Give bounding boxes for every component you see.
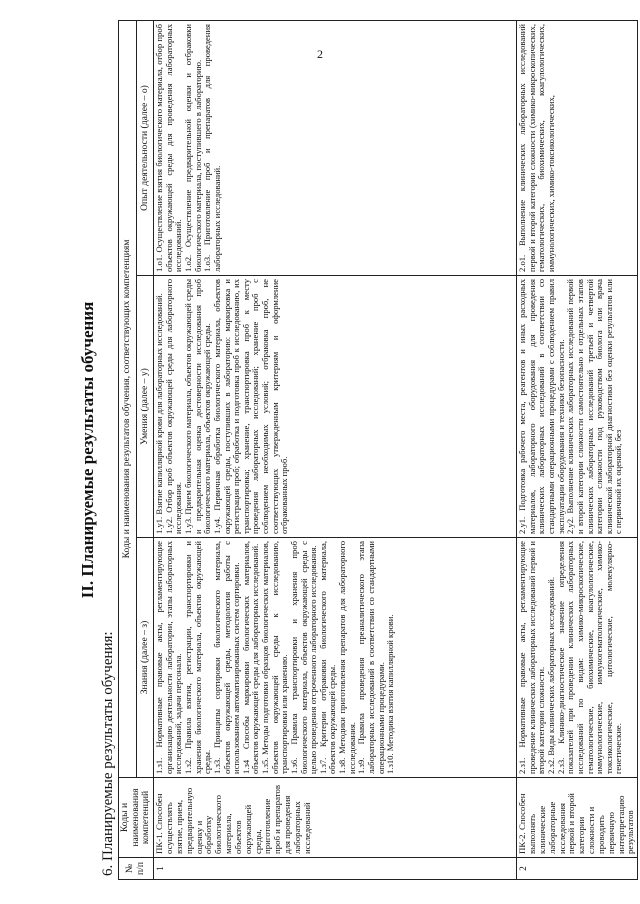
header-skills: Умения (далее – у) bbox=[136, 276, 154, 538]
skill-item: 1.у2. Отбор проб объектов окружающей среды для лабораторного исследования. bbox=[163, 279, 184, 534]
knowledge-item: 1.з6. Правила транспортировки и хранения проб биологического материала, объектов окружающей среды с целью проведения отсроченного лабораторного исследования. bbox=[288, 541, 319, 774]
knowledge-item: 1.з5. Методы подготовки образцов биологических материалов, объектов окружающей среды к исследованию, транспортировки или хранению. bbox=[260, 541, 290, 774]
header-experience: Опыт деятельности (далее – о) bbox=[136, 21, 154, 276]
knowledge-item: 1.з2. Правила взятия, регистрации, транспортировки и хранения биологического материала, объектов окружающей среды. bbox=[183, 541, 213, 774]
skill-item: 1.у1. Взятие капиллярной крови для лабораторных исследований. bbox=[154, 293, 165, 534]
page-number: 2 bbox=[317, 47, 323, 61]
experience-item: 1.о2. Осуществление предварительной оценки и отбраковки биологического материала, поступившего в лабораторию. bbox=[183, 24, 203, 272]
experience-cell bbox=[154, 21, 517, 276]
learning-outcomes-table bbox=[118, 20, 638, 880]
row-number: 1 bbox=[154, 858, 517, 880]
subsection-title: 6. Планируемые результаты обучения: bbox=[100, 631, 116, 876]
knowledge-item: 1.з10. Методика взятия капиллярной крови. bbox=[385, 614, 396, 774]
knowledge-item: 1.з4 Способы маркировки биологических материалов, объектов окружающей среды для лабораторных исследований. bbox=[240, 541, 261, 774]
skill-item: 2.у1. Подготовка рабочего места, реагентов и иных расходных материалов, лабораторного оборудования для проведения клинических лабораторных исследований в соответствии со стандартными операционными процедурами с соблюдением правил эксплуатации оборудования и техники безопасности. bbox=[517, 279, 566, 534]
header-results-group: Коды и наименования результатов обучения, соответствующих компетенциям bbox=[119, 21, 137, 778]
knowledge-item: 2.з1. Нормативные правовые акты, регламентирующие проведение клинических лабораторных исследований первой и второй категории сложности. bbox=[517, 541, 547, 774]
competence-code: ПК-2. Способен выполнять клинические лабораторные исследования первой и второй категории сложности и проводить первичную интерпретацию результатов bbox=[517, 778, 638, 858]
skills-cell bbox=[154, 276, 517, 538]
experience-item: 1.о1. Осуществление взятия биологического материала, отбор проб объектов окружающей среды для проведения лабораторных исследований. bbox=[154, 24, 184, 272]
skill-item: 2.у2. Выполнение клинических лабораторных исследований первой и второй категории сложности самостоятельно и отдельных этапов клинических лабораторных исследований третьей и четвертой категории сложности под руководством биолога или врача клинической лабораторной диагностики без оценки результатов или с первичной их оценкой, без bbox=[565, 279, 624, 534]
competence-code: ПК-1. Способен осуществлять взятие, прием, предварительную оценку и обработку биологического материала, объектов окружающей среды, приготовление проб и препаратов для проведения лабораторных исследований bbox=[154, 778, 517, 858]
row-number: 2 bbox=[517, 858, 638, 880]
knowledge-item: 2.з3. Клинико-диагностическое значение определения показателей при проведении клинических лабораторных исследований по видам: химико-микроскопические, гематологические, биохимические, коагулологические, иммунологические, иммуногематологические, химико-токсикологические, цитологические, молекулярно-генетические. bbox=[555, 541, 624, 774]
table-row bbox=[154, 21, 517, 880]
knowledge-item: 1.з3. Принципы сортировки биологического материала, объектов окружающей среды, методология работы с использованием автоматизированных систем сортировки. bbox=[211, 541, 242, 774]
skills-cell bbox=[517, 276, 638, 538]
experience-item: 2.о1. Выполнение клинических лабораторных исследований первой и второй категории сложности (химико-микроскопических, гематологических, биохимических, коагулологических, иммунологических, химико-токсикологических, bbox=[517, 24, 557, 272]
table-subheader-row bbox=[136, 21, 154, 880]
header-knowledge: Знания (далее – з) bbox=[136, 538, 154, 778]
experience-cell bbox=[517, 21, 638, 276]
skill-item: 1.у3. Прием биологического материала, объектов окружающей среды и предварительная оценка достоверности исследования проб биологического материала, объектов окружающей среды. bbox=[183, 279, 213, 534]
knowledge-cell bbox=[517, 538, 638, 778]
header-number: № п/п bbox=[119, 858, 154, 880]
header-competence-codes: Коды и наименования компетенций bbox=[119, 778, 154, 858]
knowledge-item: 1.з7. Критерии отбраковки биологического материала, объектов окружающей среды. bbox=[317, 541, 338, 774]
rotated-page-content bbox=[40, 12, 636, 888]
experience-item: 1.о3. Приготовление проб и препаратов для проведения лабораторных исследований. bbox=[202, 24, 222, 272]
table-row bbox=[517, 21, 638, 880]
knowledge-item: 1.з8. Методики приготовления препаратов для лабораторного исследования. bbox=[337, 541, 357, 774]
section-title: II. Планируемые результаты обучения bbox=[78, 301, 97, 599]
skill-item: 1.у4. Первичная обработка биологического материала, объектов окружающей среды, поступивших в лабораторию: маркировка и регистрация проб; обработка и подготовка проб к исследованию, их транспортировка; хранение, транспортировка проб к месту проведения лабораторных исследований; хранение проб с соблюдением необходимых условий; отбраковка проб, не соответствующих утвержденным критериям и оформление отбракованных проб. bbox=[211, 279, 290, 534]
table-header-row bbox=[119, 21, 137, 880]
knowledge-item: 2.з2. Виды клинических лабораторных исследований. bbox=[546, 576, 557, 774]
knowledge-item: 1.з9. Правила проведения преаналитического этапа лабораторных исследований в соответствии со стандартными операционными процедурами. bbox=[356, 541, 386, 774]
knowledge-cell bbox=[154, 538, 517, 778]
knowledge-item: 1.з1. Нормативные правовые акты, регламентирующие организацию деятельности лаборатории, этапы лабораторных исследований, задачи персонала. bbox=[154, 541, 184, 774]
